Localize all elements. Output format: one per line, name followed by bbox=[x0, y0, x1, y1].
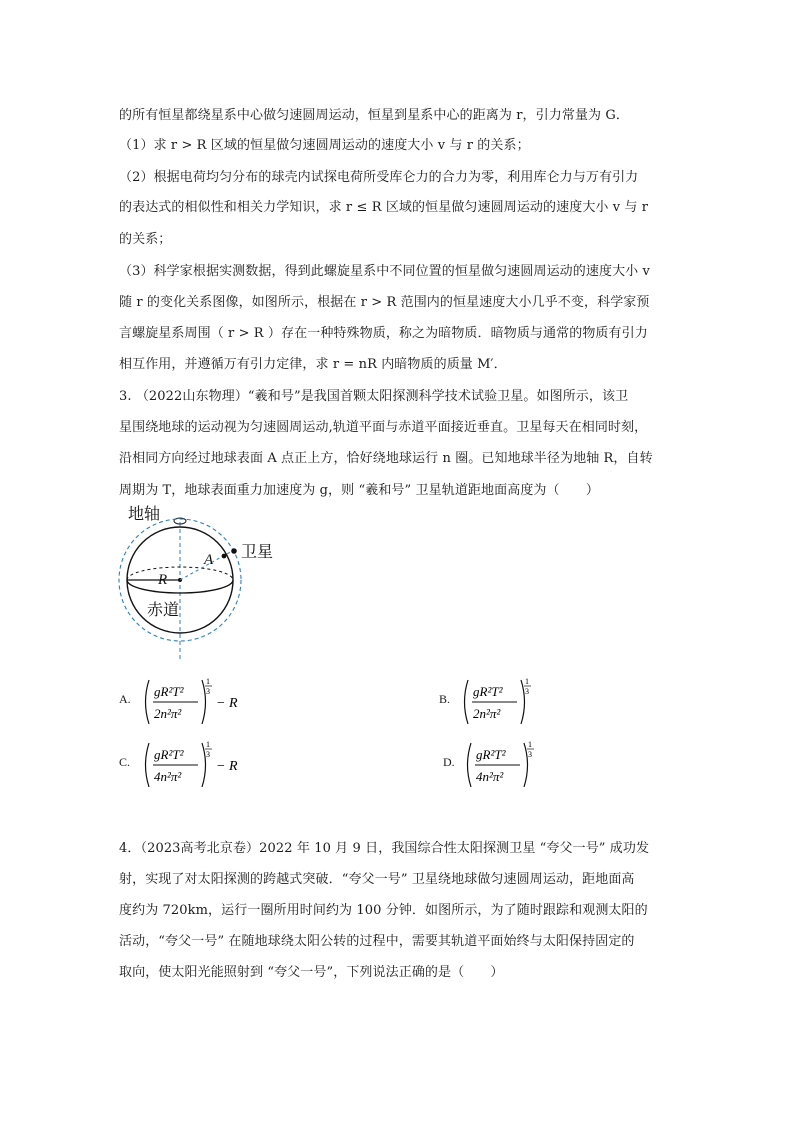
problem2-question-3-line3: 言螺旋星系周围（ r > R ）存在一种特殊物质，称之为暗物质．暗物质与通常的物质有引力 bbox=[119, 326, 648, 341]
option-c-suffix: − R bbox=[216, 759, 238, 774]
satellite-label: 卫星 bbox=[241, 542, 274, 561]
earth-axis-label: 地轴 bbox=[128, 504, 161, 523]
option-c-numerator: gR²T² bbox=[154, 747, 184, 762]
problem2-question-2-line2: 的表达式的相似性和相关力学知识，求 r ≤ R 区域的恒星做匀速圆周运动的速度大小 v 与 r bbox=[119, 200, 649, 215]
option-c-denominator: 4n²π² bbox=[154, 769, 182, 784]
option-b-formula[interactable] bbox=[459, 672, 569, 736]
option-c-formula[interactable] bbox=[140, 735, 250, 799]
svg-text:1: 1 bbox=[206, 677, 210, 686]
satellite-dot bbox=[231, 548, 237, 554]
problem2-question-3-line1: （3）科学家根据实测数据，得到此螺旋星系中不同位置的恒星做匀速圆周运动的速度大小 v bbox=[119, 264, 650, 279]
option-b-numerator: gR²T² bbox=[473, 684, 503, 699]
equator-label: 赤道 bbox=[147, 600, 180, 619]
svg-text:1: 1 bbox=[525, 677, 529, 686]
problem3-stem-line1: 3. （2022山东物理）“羲和号”是我国首颗太阳探测科学技术试验卫星。如图所示，该卫 bbox=[119, 389, 629, 404]
point-a-label: A bbox=[204, 552, 214, 568]
problem2-intro-line: 的所有恒星都绕星系中心做匀速圆周运动，恒星到星系中心的距离为 r，引力常量为 G． bbox=[119, 108, 629, 123]
problem2-question-2-line3: 的关系； bbox=[119, 232, 172, 247]
option-c-label[interactable]: C. bbox=[119, 755, 131, 769]
problem4-stem-line2: 射，实现了对太阳探测的跨越式突破．“夸父一号” 卫星绕地球做匀速圆周运动，距地面高 bbox=[119, 872, 635, 887]
problem3-stem-line4: 周期为 T，地球表面重力加速度为 g，则 “羲和号” 卫星轨道距地面高度为（ ） bbox=[119, 483, 599, 498]
problem4-stem-line5: 取向，使太阳光能照射到 “夸父一号”，下列说法正确的是（ ） bbox=[119, 965, 504, 980]
svg-text:3: 3 bbox=[206, 687, 210, 696]
problem4-stem-line1: 4．（2023高考北京卷）2022 年 10 月 9 日，我国综合性太阳探测卫星 “夸父一号” 成功发 bbox=[119, 841, 650, 856]
problem4-stem-line3: 度约为 720km，运行一圈所用时间约为 100 分钟．如图所示，为了随时跟踪和观测太阳的 bbox=[119, 903, 648, 918]
svg-text:3: 3 bbox=[528, 750, 532, 759]
problem4-stem-line4: 活动，“夸父一号” 在随地球绕太阳公转的过程中，需要其轨道平面始终与太阳保持固定的 bbox=[119, 934, 635, 949]
svg-text:3: 3 bbox=[206, 750, 210, 759]
option-d-denominator: 4n²π² bbox=[476, 769, 504, 784]
svg-text:3: 3 bbox=[525, 687, 529, 696]
option-d-label[interactable]: D. bbox=[443, 755, 455, 769]
svg-text:1: 1 bbox=[206, 740, 210, 749]
option-a-suffix: − R bbox=[216, 696, 238, 711]
option-a-numerator: gR²T² bbox=[154, 684, 184, 699]
radius-label: R bbox=[158, 572, 168, 588]
option-a-denominator: 2n²π² bbox=[154, 706, 182, 721]
option-a-label[interactable]: A. bbox=[119, 692, 131, 706]
problem2-question-1: （1）求 r > R 区域的恒星做匀速圆周运动的速度大小 v 与 r 的关系； bbox=[119, 138, 530, 153]
problem3-stem-line2: 星围绕地球的运动视为匀速圆周运动,轨道平面与赤道平面接近垂直。卫星每天在相同时刻， bbox=[119, 420, 648, 435]
problem2-question-2-line1: （2）根据电荷均匀分布的球壳内试探电荷所受库仑力的合力为零，利用库仑力与万有引力 bbox=[119, 170, 639, 185]
point-a-dot bbox=[222, 554, 227, 559]
option-a-formula[interactable] bbox=[140, 672, 250, 736]
problem3-stem-line3: 沿相同方向经过地球表面 A 点正上方，恰好绕地球运行 n 圈。已知地球半径为地轴 R，自转 bbox=[119, 451, 653, 466]
problem2-question-3-line2: 随 r 的变化关系图像，如图所示，根据在 r > R 范围内的恒星速度大小几乎不变，科学家预 bbox=[119, 295, 650, 310]
option-b-denominator: 2n²π² bbox=[473, 706, 501, 721]
option-d-numerator: gR²T² bbox=[476, 747, 506, 762]
option-d-formula[interactable] bbox=[462, 735, 572, 799]
option-b-label[interactable]: B. bbox=[439, 692, 451, 706]
problem2-question-3-line4: 相互作用，并遵循万有引力定律，求 r = nR 内暗物质的质量 M′． bbox=[119, 357, 507, 372]
earth-orbit-diagram bbox=[118, 500, 288, 669]
svg-text:1: 1 bbox=[528, 740, 532, 749]
